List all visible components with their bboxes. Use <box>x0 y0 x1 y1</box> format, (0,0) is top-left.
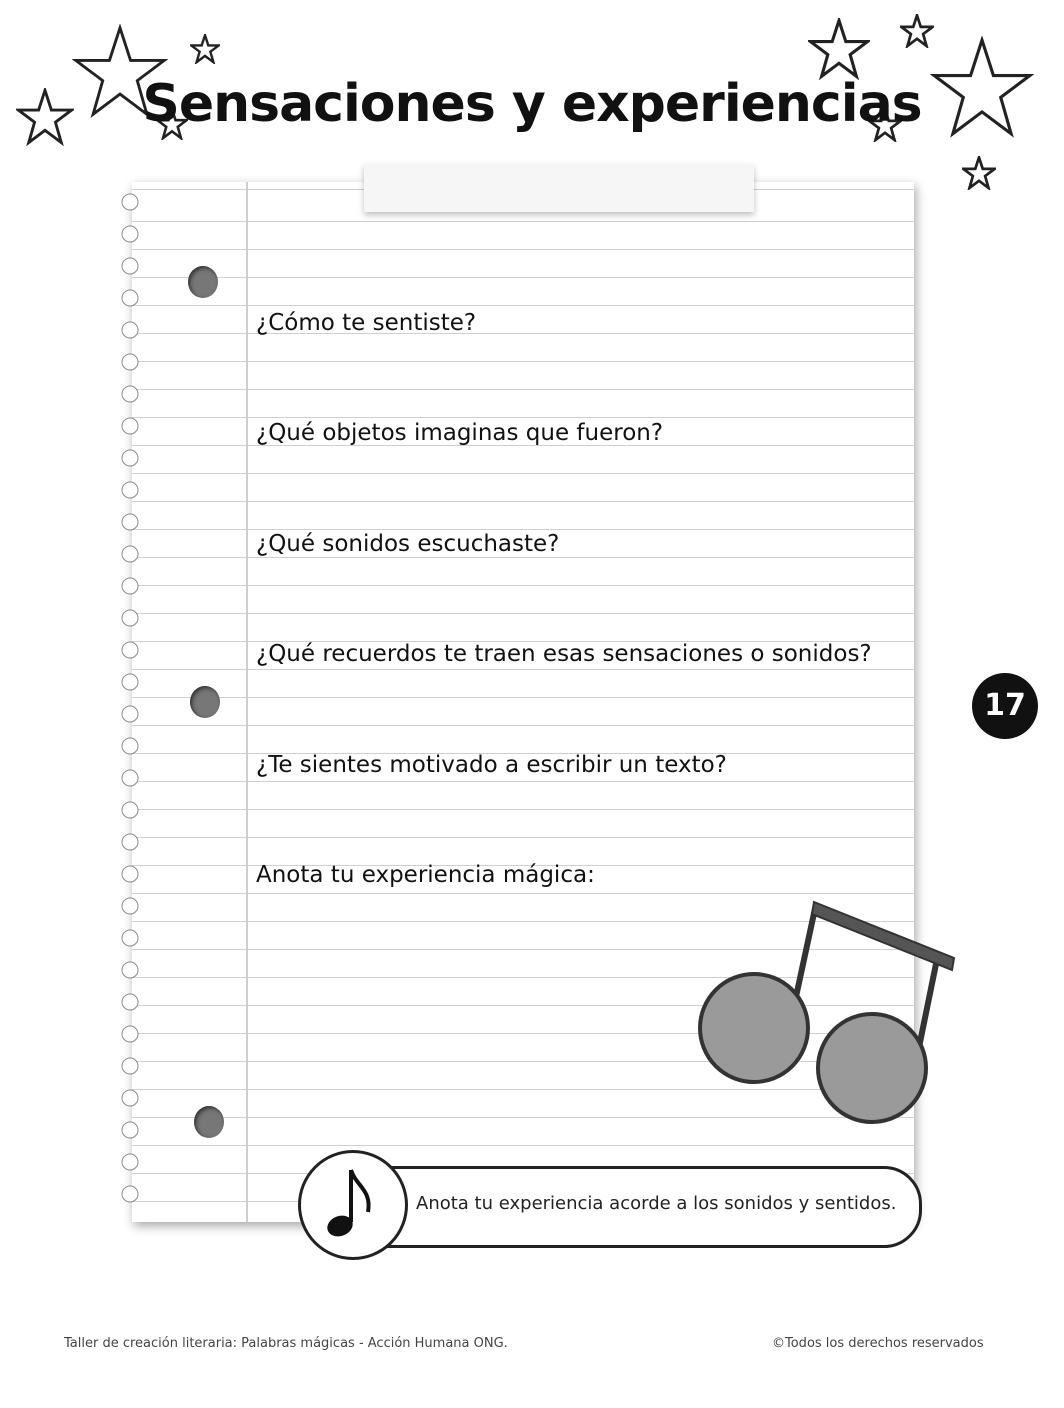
question-objects: ¿Qué objetos imaginas que fueron? <box>256 420 664 446</box>
binder-hole <box>190 686 220 718</box>
footer-copyright: ©Todos los derechos reservados <box>772 1336 984 1351</box>
star-icon <box>962 156 996 190</box>
page-title: Sensaciones y experiencias <box>142 74 922 134</box>
question-experience: Anota tu experiencia mágica: <box>256 862 595 888</box>
question-motivation: ¿Te sientes motivado a escribir un texto? <box>256 752 727 778</box>
binder-hole <box>188 266 218 298</box>
question-feeling: ¿Cómo te sentiste? <box>256 310 477 336</box>
footer-credit: Taller de creación literaria: Palabras mágicas - Acción Humana ONG. <box>64 1336 508 1351</box>
instruction-icon-circle <box>298 1150 408 1260</box>
eighth-note-icon <box>298 1150 402 1254</box>
instruction-text: Anota tu experiencia acorde a los sonidos y sentidos. <box>416 1193 897 1214</box>
question-sounds: ¿Qué sonidos escuchaste? <box>256 531 560 557</box>
double-note-icon <box>696 896 962 1132</box>
page-number-badge: 17 <box>972 673 1038 739</box>
torn-edge <box>120 182 144 1222</box>
question-memories: ¿Qué recuerdos te traen esas sensaciones o sonidos? <box>256 641 872 667</box>
star-icon <box>190 34 220 64</box>
star-icon <box>808 18 870 80</box>
binder-hole <box>194 1106 224 1138</box>
tape-strip <box>364 164 754 212</box>
star-icon <box>900 14 934 48</box>
margin-line <box>246 182 248 1222</box>
